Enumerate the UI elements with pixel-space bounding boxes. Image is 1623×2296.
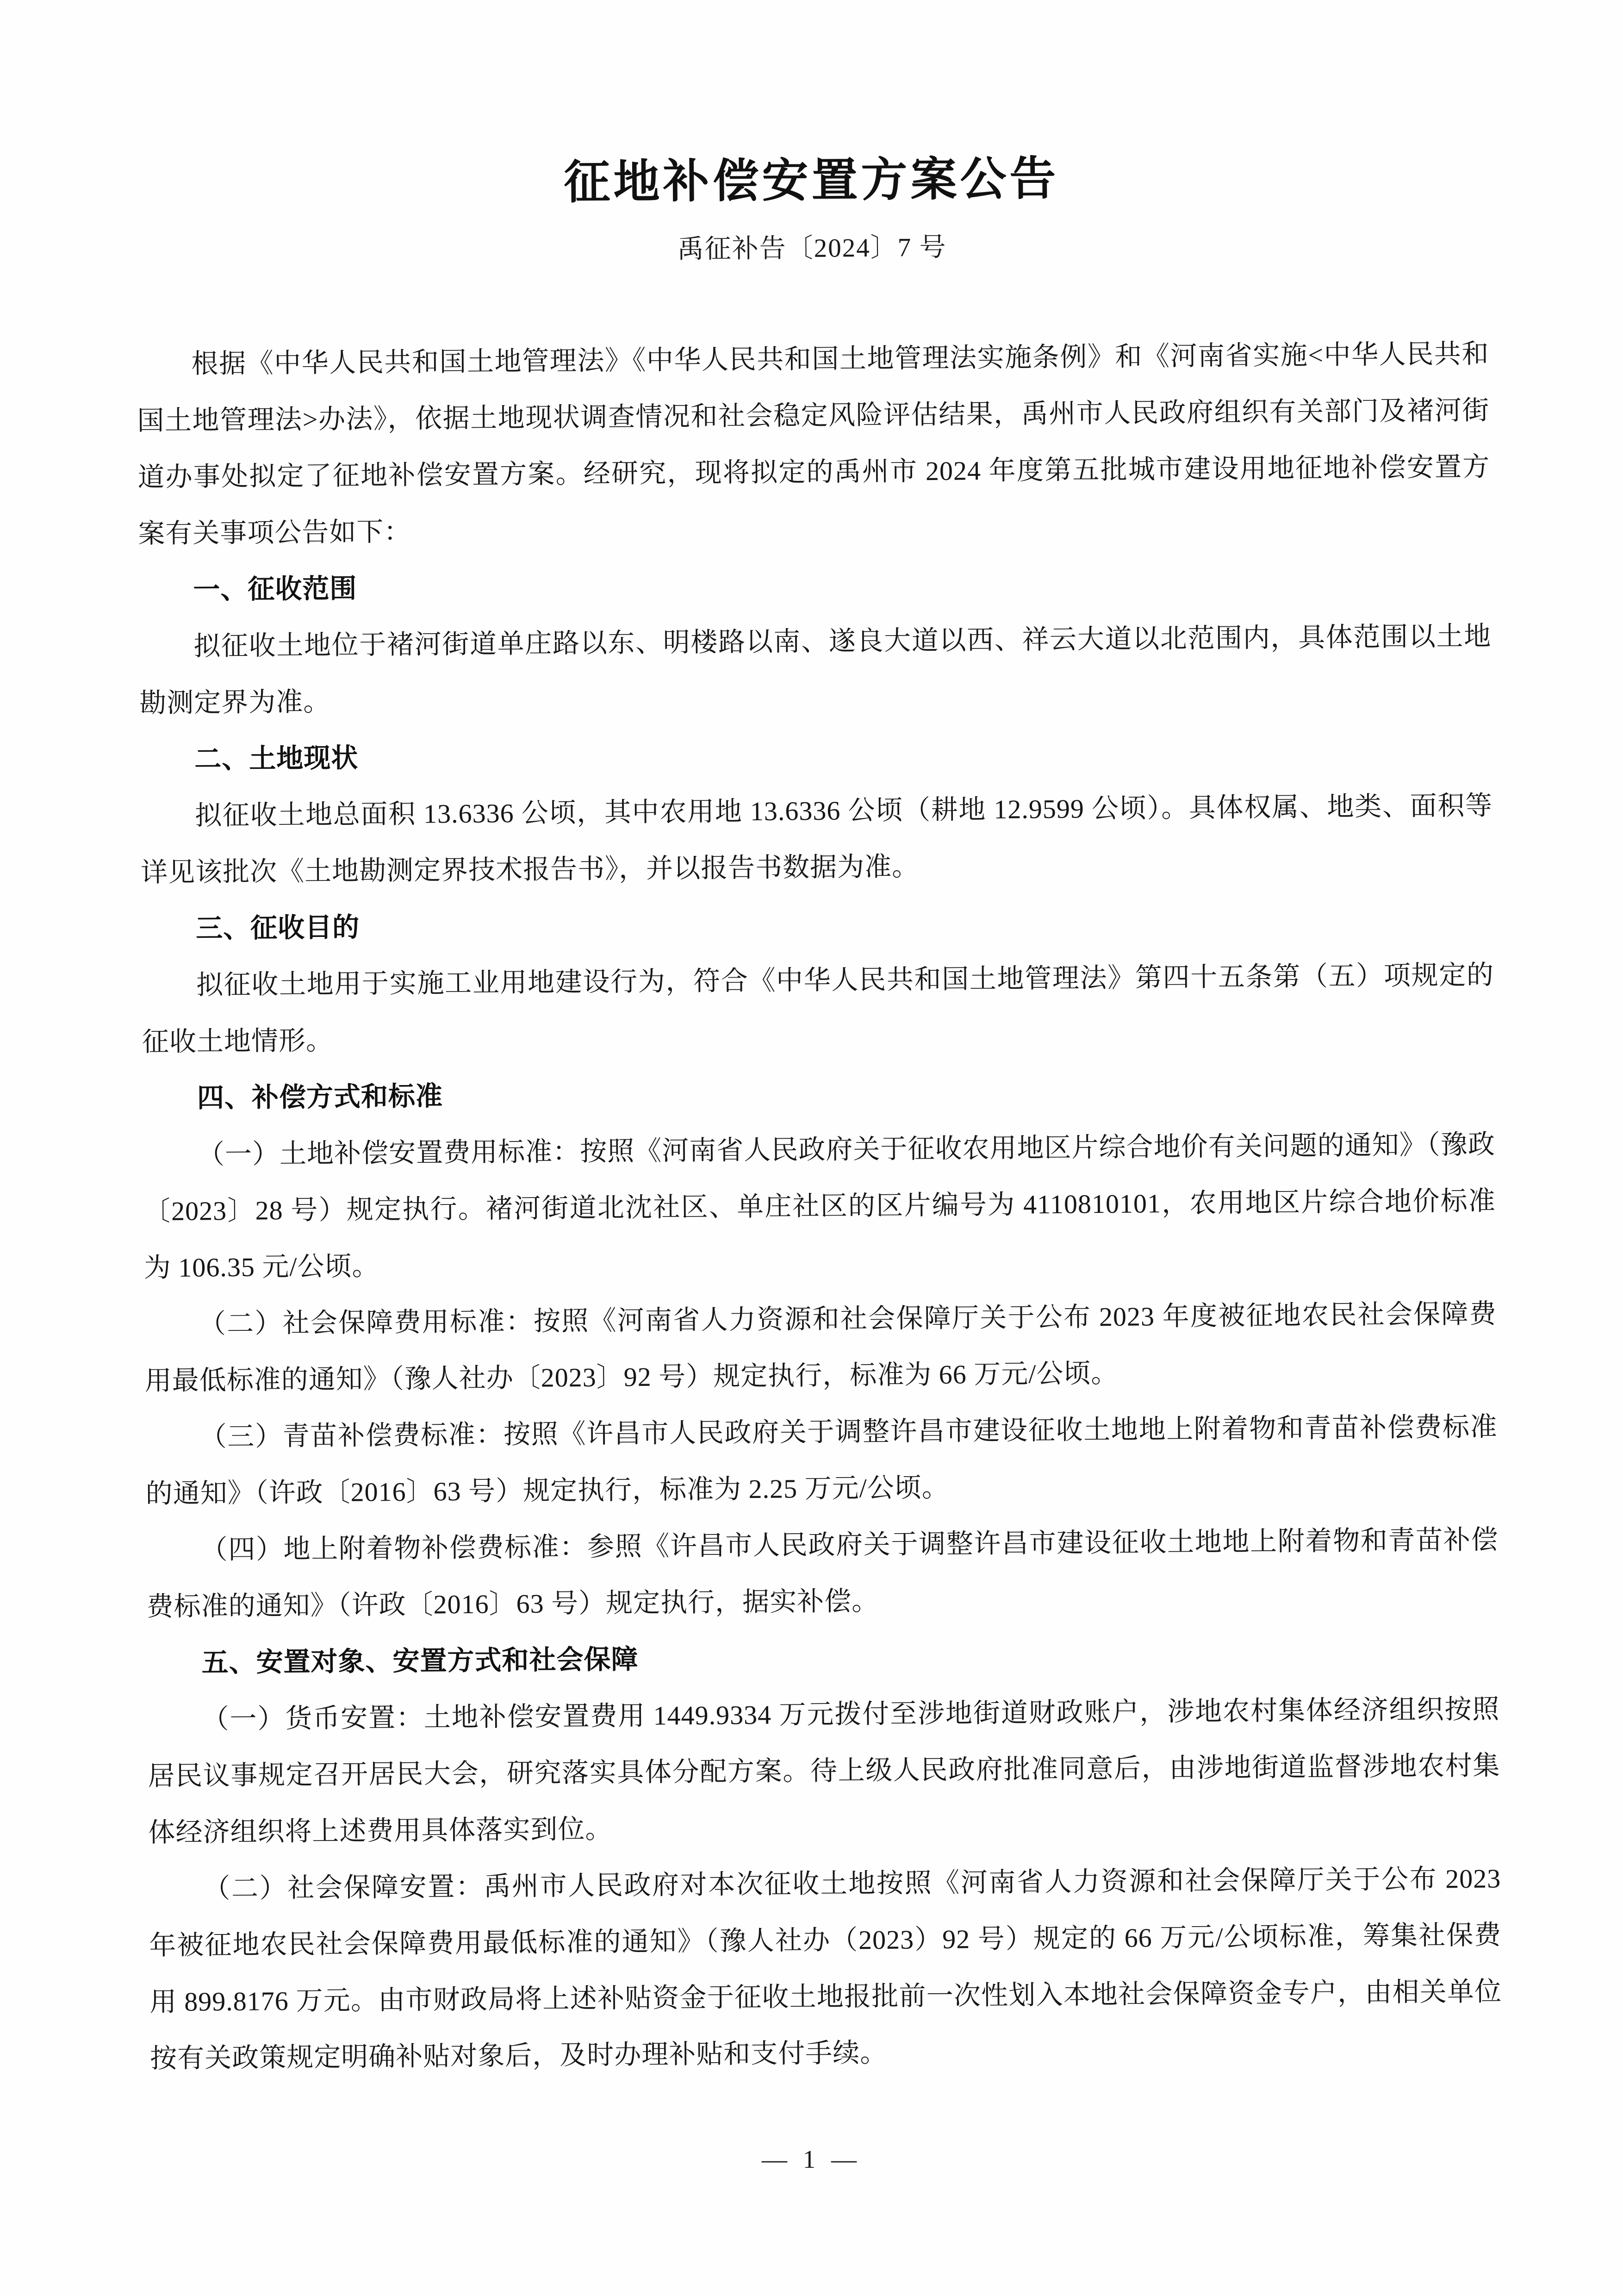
body-paragraph: （一）货币安置：土地补偿安置费用 1449.9334 万元拨付至涉地街道财政账户，涉地农村集体经济组织按照居民议事规定召开居民大会，研究落实具体分配方案。待上级人民政府批准同意后，由涉地街道监督涉地农村集体经济组织将上述费用具体落实到位。 (148, 1694, 1500, 1848)
section-heading: 五、安置对象、安置方式和社会保障 (201, 1644, 639, 1678)
body-paragraph: （一）土地补偿安置费用标准：按照《河南省人民政府关于征收农用地区片综合地价有关问题的通知》（豫政〔2023〕28 号）规定执行。褚河街道北沈社区、单庄社区的区片编号为 4110810101，农用地区片综合地价标准为 106.35 元/公顷。 (143, 1129, 1496, 1283)
section-heading: 三、征收目的 (195, 912, 360, 944)
body-paragraph: 拟征收土地用于实施工业用地建设行为，符合《中华人民共和国土地管理法》第四十五条第（五）项规定的征收土地情形。 (142, 960, 1494, 1057)
section-heading: 一、征收范围 (193, 573, 357, 605)
body-paragraph: （二）社会保障安置：禹州市人民政府对本次征收土地按照《河南省人力资源和社会保障厅关于公布 2023 年被征地农民社会保障费用最低标准的通知》（豫人社办（2023）92 号）规定的 66 万元/公顷标准，筹集社保费用 899.8176 万元。由市财政局将上述补贴资金于征收土地报批前一次性划入本地社会保障资金专户，由相关单位按有关政策规定明确补贴对象后，及时办理补贴和支付手续。 (149, 1863, 1502, 2074)
page-number: — 1 — (762, 2145, 861, 2173)
section-heading: 四、补偿方式和标准 (197, 1081, 443, 1113)
page-title: 征地补偿安置方案公告 (564, 153, 1059, 209)
body-paragraph: 根据《中华人民共和国土地管理法》《中华人民共和国土地管理法实施条例》和《河南省实施<中华人民共和国土地管理法>办法》，依据土地现状调查情况和社会稳定风险评估结果，禹州市人民政府组织有关部门及褚河街道办事处拟定了征地补偿安置方案。经研究，现将拟定的禹州市 2024 年度第五批城市建设用地征地补偿安置方案有关事项公告如下： (137, 338, 1490, 549)
body-paragraph: （四）地上附着物补偿费标准：参照《许昌市人民政府关于调整许昌市建设征收土地地上附着物和青苗补偿费标准的通知》（许政〔2016〕63 号）规定执行，据实补偿。 (146, 1524, 1499, 1622)
document-content (135, 150, 1503, 2087)
body-paragraph: （三）青苗补偿费标准：按照《许昌市人民政府关于调整许昌市建设征收土地地上附着物和青苗补偿费标准的通知》（许政〔2016〕63 号）规定执行，标准为 2.25 万元/公顷。 (145, 1411, 1498, 1509)
body-paragraph: 拟征收土地总面积 13.6336 公顷，其中农用地 13.6336 公顷（耕地 12.9599 公顷）。具体权属、地类、面积等详见该批次《土地勘测定界技术报告书》，并以报告书数据为准。 (140, 790, 1493, 888)
body-paragraph: 拟征收土地位于褚河街道单庄路以东、明楼路以南、遂良大道以西、祥云大道以北范围内，具体范围以土地勘测定界为准。 (139, 621, 1492, 718)
document-body (137, 326, 1503, 2087)
section-heading: 二、土地现状 (194, 742, 359, 774)
doc-number: 禹征补告〔2024〕7 号 (677, 232, 947, 264)
body-paragraph: （二）社会保障费用标准：按照《河南省人力资源和社会保障厅关于公布 2023 年度被征地农民社会保障费用最低标准的通知》（豫人社办〔2023〕92 号）规定执行，标准为 66 万元/公顷。 (144, 1298, 1497, 1396)
